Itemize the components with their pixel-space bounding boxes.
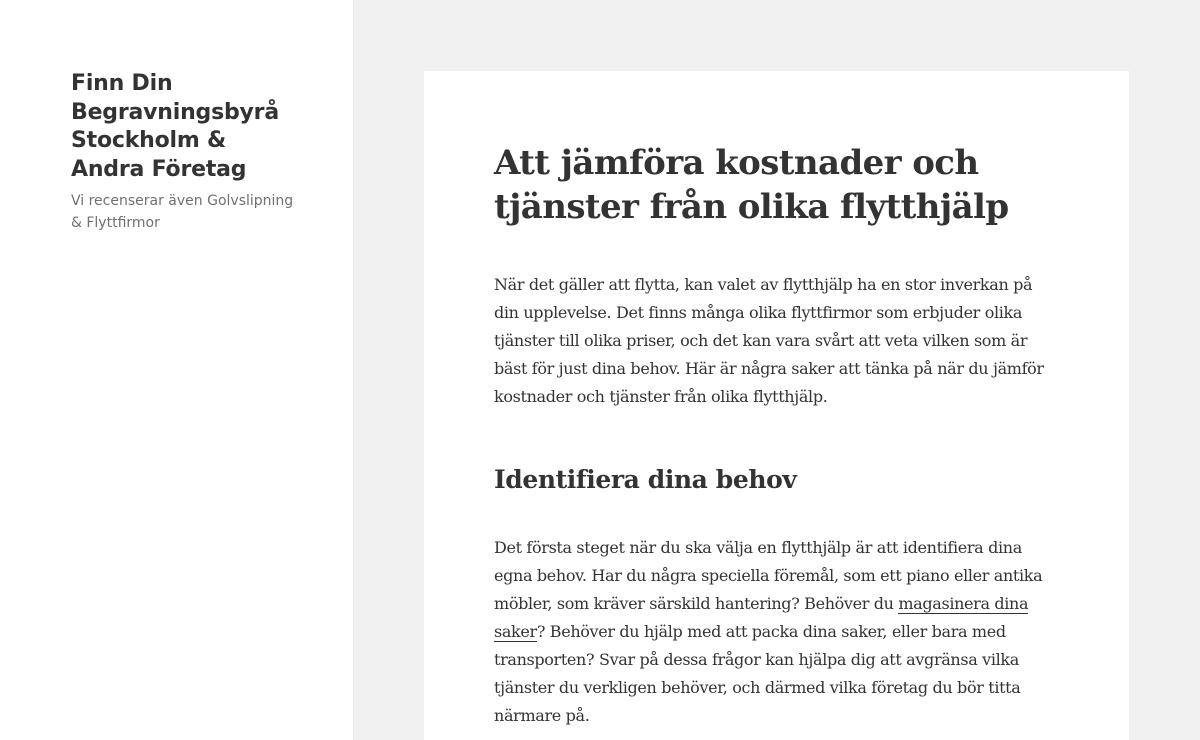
post-content (494, 271, 1059, 730)
section-heading: Identifiera dina behov (494, 465, 797, 494)
section-text-after-link: ? Behöver du hjälp med att packa dina saker, eller bara med transporten? Svar på dessa frågor kan hjälpa dig att avgränsa vilka tjänster du verkligen behöver, och därmed vilka företag du bör titta närmare på. (494, 622, 1021, 725)
site-title-link[interactable]: Finn Din Begravningsbyrå Stockholm & Andra Företag (71, 71, 279, 182)
post-article (494, 141, 1059, 730)
post-title: Att jämföra kostnader och tjänster från olika flytthjälp (494, 143, 1009, 227)
post-card (424, 71, 1129, 740)
site-description: Vi recenserar även Golvslipning & Flyttfirmor (71, 193, 294, 231)
sidebar (0, 0, 353, 740)
section-text-before-link: Det första steget när du ska välja en flytthjälp är att identifiera dina egna behov. Har du några speciella föremål, som ett piano eller antika möbler, som kräver särskild hantering? Behöver du (494, 538, 1043, 613)
section-paragraph (494, 534, 1059, 730)
magasinera-link[interactable]: magasinera dina saker (494, 594, 1029, 641)
post-intro-paragraph: När det gäller att flytta, kan valet av flytthjälp ha en stor inverkan på din upplevelse. Det finns många olika flyttfirmor som erbjuder olika tjänster till olika priser, och det kan vara svårt att veta vilken som är bäst för just dina behov. Här är några saker att tänka på när du jämför kostnader och tjänster från olika flytthjälp. (494, 275, 1044, 406)
